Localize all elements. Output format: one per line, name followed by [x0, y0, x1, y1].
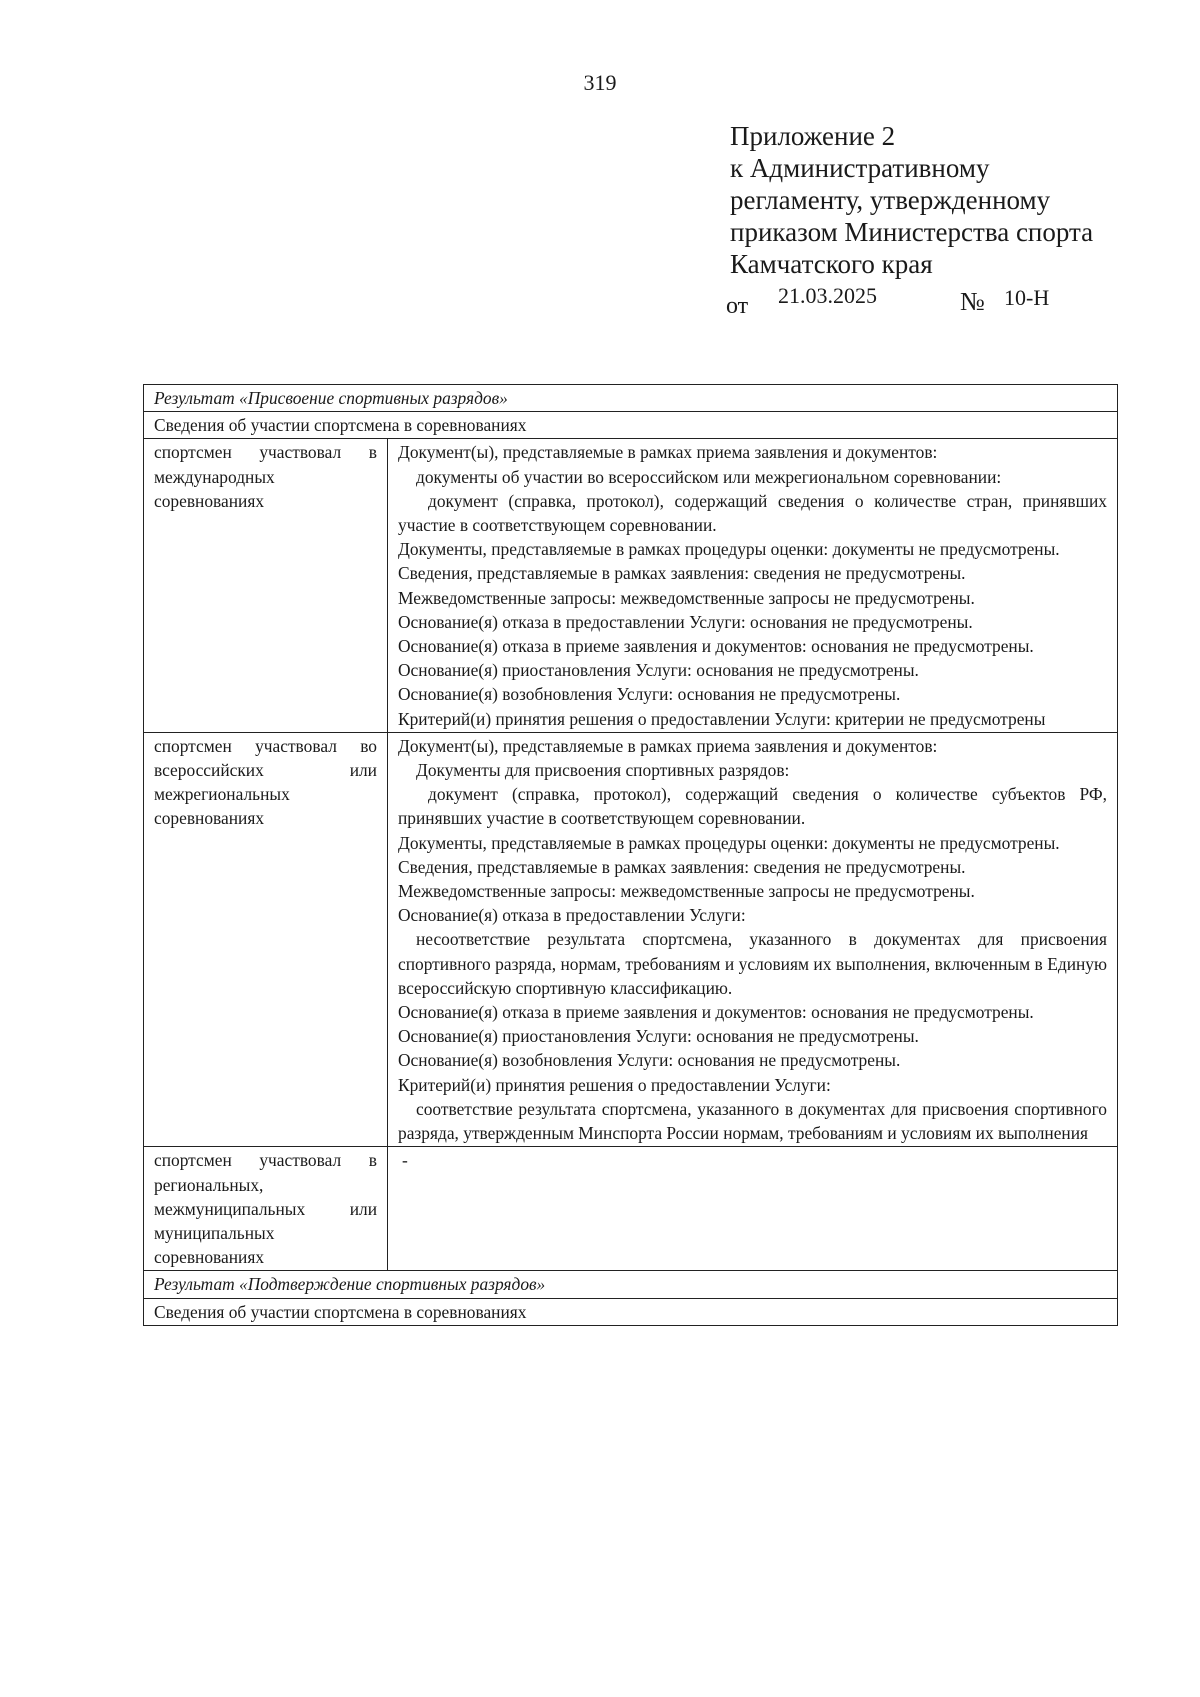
regulation-table	[143, 384, 1118, 1326]
row-condition-cell	[144, 1147, 388, 1271]
table-row	[144, 1147, 1118, 1271]
detail-paragraph: Критерий(и) принятия решения о предоставлении Услуги: критерии не предусмотрены	[398, 708, 1046, 729]
row-condition-text: спортсмен участвовал во всероссийских или межрегиональных соревнованиях	[154, 735, 377, 829]
result-heading: Результат «Подтверждение спортивных разрядов»	[144, 1271, 1118, 1298]
detail-paragraph: Документы, представляемые в рамках процедуры оценки: документы не предусмотрены.	[398, 539, 1060, 560]
detail-paragraph: документ (справка, протокол), содержащий сведения о количестве субъектов РФ, принявших участие в соответствующем соревновании.	[398, 784, 1107, 829]
appendix-line: Приложение 2	[730, 121, 896, 151]
detail-paragraph: Основание(я) отказа в предоставлении Услуги:	[398, 905, 746, 926]
order-reference	[726, 280, 1150, 320]
appendix-line: Камчатского края	[730, 249, 933, 279]
order-from-label: от	[726, 293, 749, 319]
detail-paragraph: Основание(я) возобновления Услуги: основания не предусмотрены.	[398, 684, 901, 705]
table-row	[144, 732, 1118, 1146]
result-heading: Результат «Присвоение спортивных разрядов»	[144, 385, 1118, 412]
detail-paragraph: Основание(я) отказа в предоставлении Услуги: основания не предусмотрены.	[398, 611, 973, 632]
row-condition-text: спортсмен участвовал в региональных, межмуниципальных или муниципальных соревнованиях	[154, 1150, 377, 1268]
table-row	[144, 1298, 1118, 1325]
detail-paragraph: Документ(ы), представляемые в рамках приема заявления и документов:	[398, 442, 938, 463]
table-row	[144, 439, 1118, 732]
appendix-line: к Административному	[730, 153, 990, 183]
detail-paragraph: Документ(ы), представляемые в рамках приема заявления и документов:	[398, 735, 938, 756]
table-row	[144, 412, 1118, 439]
detail-paragraph: Документы, представляемые в рамках процедуры оценки: документы не предусмотрены.	[398, 832, 1060, 853]
section-heading: Сведения об участии спортсмена в соревнованиях	[144, 412, 1118, 439]
order-date: 21.03.2025	[778, 283, 877, 308]
row-details-cell	[388, 732, 1118, 1146]
detail-paragraph: Сведения, представляемые в рамках заявления: сведения не предусмотрены.	[398, 856, 966, 877]
order-number: 10-Н	[1004, 285, 1050, 310]
table-row	[144, 1271, 1118, 1298]
detail-paragraph: Основание(я) возобновления Услуги: основания не предусмотрены.	[398, 1050, 901, 1071]
table-row	[144, 385, 1118, 412]
empty-dash: -	[402, 1150, 408, 1171]
detail-paragraph: Документы для присвоения спортивных разрядов:	[416, 760, 790, 781]
appendix-line: приказом Министерства спорта	[730, 217, 1094, 247]
detail-paragraph: Основание(я) приостановления Услуги: основания не предусмотрены.	[398, 1026, 919, 1047]
row-details-cell	[388, 1147, 1118, 1271]
detail-paragraph: Межведомственные запросы: межведомственные запросы не предусмотрены.	[398, 881, 975, 902]
row-condition-cell	[144, 439, 388, 732]
page-number: 319	[583, 70, 617, 95]
detail-paragraph: Основание(я) отказа в приеме заявления и документов: основания не предусмотрены.	[398, 1002, 1034, 1023]
appendix-line: регламенту, утвержденному	[730, 185, 1051, 215]
detail-paragraph: Критерий(и) принятия решения о предоставлении Услуги:	[398, 1074, 831, 1095]
row-condition-cell	[144, 732, 388, 1146]
section-heading: Сведения об участии спортсмена в соревнованиях	[144, 1298, 1118, 1325]
detail-paragraph: Межведомственные запросы: межведомственные запросы не предусмотрены.	[398, 587, 975, 608]
order-number-sign: №	[960, 287, 985, 316]
appendix-header	[726, 120, 1150, 320]
detail-paragraph: Основание(я) отказа в приеме заявления и документов: основания не предусмотрены.	[398, 636, 1034, 657]
detail-paragraph: несоответствие результата спортсмена, указанного в документах для присвоения спортивного разряда, нормам, требованиям и условиям их выполнения, включенным в Единую всероссийскую спортивную классификацию.	[398, 929, 1107, 998]
row-details-cell	[388, 439, 1118, 732]
detail-paragraph: соответствие результата спортсмена, указанного в документах для присвоения спортивного разряда, утвержденным Минспорта России нормам, требованиям и условиям их выполнения	[398, 1098, 1107, 1144]
detail-paragraph: документы об участии во всероссийском или межрегиональном соревновании:	[416, 466, 1002, 487]
row-condition-text: спортсмен участвовал в международных соревнованиях	[154, 442, 377, 511]
detail-paragraph: документ (справка, протокол), содержащий сведения о количестве стран, принявших участие в соответствующем соревновании.	[398, 490, 1107, 536]
detail-paragraph: Сведения, представляемые в рамках заявления: сведения не предусмотрены.	[398, 563, 966, 584]
detail-paragraph: Основание(я) приостановления Услуги: основания не предусмотрены.	[398, 660, 919, 681]
